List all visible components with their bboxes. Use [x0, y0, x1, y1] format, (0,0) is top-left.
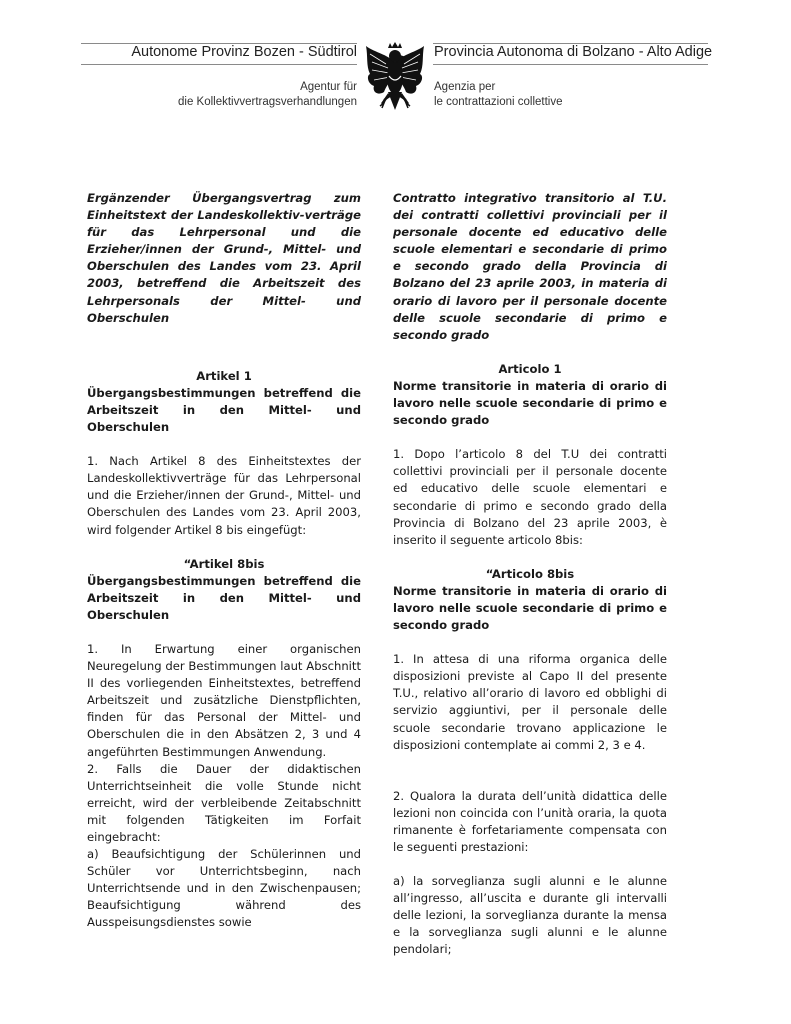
- italian-article-8bis-number: “Articolo 8bis: [485, 566, 575, 581]
- italian-article-1-heading: [393, 361, 667, 429]
- german-intro-title: Ergänzender Übergangsvertrag zum Einheitstext der Landeskollektiv-verträge für das Lehrpersonal und die Erzieher/innen der Grund-, Mittel- und Oberschulen des Landes vom 23. April 2003, betreffend die Arbeitszeit des Lehrpersonals der Mittel- und Oberschulen: [87, 191, 361, 325]
- german-article-8bis-paragraph-2: 2. Falls die Dauer der didaktischen Unterrichtseinheit die volle Stunde nicht erreicht, wird der verbleibende Zeitabschnitt mit folgenden Tätigkeiten im Forfait eingebracht:: [87, 761, 361, 844]
- italian-article-8bis-heading: [393, 566, 667, 634]
- german-article-1-title: Übergangsbestimmungen betreffend die Arbeitszeit in den Mittel- und Oberschulen: [87, 385, 361, 435]
- german-article-8bis-paragraph-2a: a) Beaufsichtigung der Schülerinnen und Schüler vor Unterrichtsbeginn, nach Unterrichtsende und in den Zwischenpausen; Beaufsichtigung während des Ausspeisungsdienstes sowie: [87, 847, 361, 930]
- italian-article-8bis-title: Norme transitorie in materia di orario di lavoro nelle scuole secondarie di primo e secondo grado: [393, 583, 667, 633]
- german-column: [87, 190, 361, 932]
- italian-article-1-paragraph-1: 1. Dopo l’articolo 8 del T.U dei contratti collettivi provinciali per il personale docente ed educativo delle scuole elementari e secondarie di primo e secondo grado della Provincia di Bolzano del 23 aprile 2003, è inserito il seguente articolo 8bis:: [393, 447, 667, 547]
- header-agency-italian-line1: Agenzia per: [434, 81, 496, 93]
- eagle-crest-icon: [362, 40, 428, 120]
- header-agency-german-line2: die Kollektivvertragsverhandlungen: [178, 96, 357, 108]
- german-article-1-paragraph-1: 1. Nach Artikel 8 des Einheitstextes der Landeskollektivverträge für das Lehrpersonal und die Erzieher/innen der Grund-, Mittel- und Oberschulen des Landes vom 23. April 2003, wird folgender Artikel 8 bis eingefügt:: [87, 454, 361, 537]
- header-agency-german: [178, 80, 357, 110]
- header-title-italian: Provincia Autonoma di Bolzano - Alto Adige: [434, 44, 713, 60]
- italian-article-8bis-paragraph-2a: a) la sorveglianza sugli alunni e le alunne all’ingresso, all’uscita e durante gli intervalli delle lezioni, la sorveglianza durante la mensa e la sorveglianza sugli alunni e le alunne pendolari;: [393, 874, 667, 957]
- german-article-8bis-title: Übergangsbestimmungen betreffend die Arbeitszeit in den Mittel- und Oberschulen: [87, 573, 361, 622]
- german-article-8bis-heading: [87, 556, 361, 624]
- german-article-8bis-number: “Artikel 8bis: [183, 556, 265, 571]
- header-rule-bottom-right: [433, 64, 708, 65]
- german-article-1-number: Artikel 1: [196, 368, 252, 383]
- header-agency-german-line1: Agentur für: [300, 81, 357, 93]
- italian-article-8bis-paragraph-2: 2. Qualora la durata dell’unità didattica delle lezioni non coincida con l’unità oraria, la quota rimanente è forfetariamente compensata con le seguenti prestazioni:: [393, 788, 667, 854]
- german-article-8bis-paragraph-1: 1. In Erwartung einer organischen Neuregelung der Bestimmungen laut Abschnitt II des vorliegenden Einheitstextes, betreffend Arbeitszeit und zusätzliche Dienstpflichten, finden für das Personal der Mittel- und Oberschulen die in den Absätzen 2, 3 und 4 angeführten Bestimmungen Anwendung.: [87, 641, 361, 759]
- italian-article-8bis-paragraph-1: 1. In attesa di una riforma organica delle disposizioni previste al Capo II del presente T.U., relativo all’orario di lavoro ed obblighi di servizio aggiuntivi, per il personale delle scuole secondarie trovano applicazione le disposizioni contemplate ai commi 2, 3 e 4.: [393, 652, 667, 752]
- italian-article-1-number: Articolo 1: [498, 361, 562, 376]
- header-title-german: Autonome Provinz Bozen - Südtirol: [131, 44, 357, 60]
- italian-column: [393, 190, 667, 959]
- header-agency-italian-line2: le contrattazioni collettive: [434, 96, 563, 108]
- italian-intro-title: Contratto integrativo transitorio al T.U. dei contratti collettivi provinciali per il personale docente ed educativo delle scuole elementari e secondarie di primo e secondo grado della Provincia di Bolzano del 23 aprile 2003, in materia di orario di lavoro per il personale docente delle scuole secondarie di primo e secondo grado: [393, 191, 667, 342]
- italian-article-1-title: Norme transitorie in materia di orario di lavoro nelle scuole secondarie di primo e secondo grado: [393, 378, 667, 428]
- german-article-1-heading: [87, 368, 361, 436]
- header-rule-bottom-left: [81, 64, 357, 65]
- header-agency-italian: [434, 80, 562, 110]
